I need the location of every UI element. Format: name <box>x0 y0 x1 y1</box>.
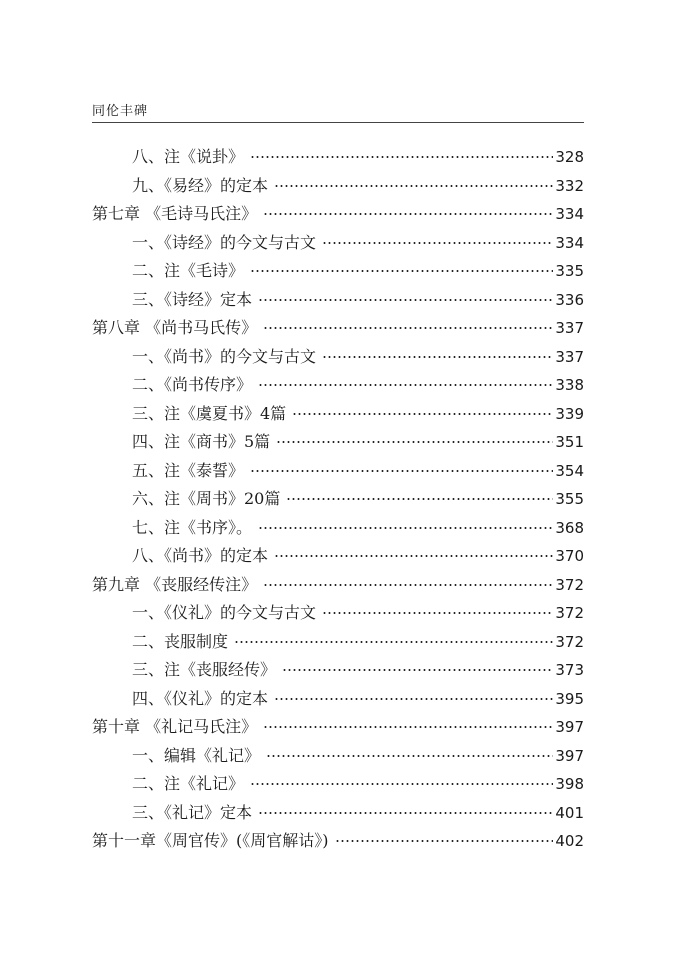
toc-chapter-entry <box>92 713 584 742</box>
toc-entry-title: 第七章 《毛诗马氏注》 <box>92 204 258 223</box>
toc-entry-title: 第十章 《礼记马氏注》 <box>92 717 258 736</box>
toc-section-entry <box>92 742 584 771</box>
toc-page-number: 328 <box>555 148 584 166</box>
toc-entry-title: 七、注《书序》。 <box>132 517 253 537</box>
running-header-title: 同伦丰碑 <box>92 104 149 119</box>
toc-page-number: 337 <box>555 319 584 337</box>
dot-leader <box>274 698 553 700</box>
dot-leader <box>234 641 553 643</box>
dot-leader <box>322 356 553 358</box>
toc-page-number: 351 <box>555 433 584 451</box>
toc-page-number: 401 <box>555 803 584 822</box>
toc-entry-title: 一、编辑《礼记》 <box>132 745 261 765</box>
table-of-contents <box>92 143 584 856</box>
dot-leader <box>258 527 553 529</box>
dot-leader <box>282 669 553 671</box>
dot-leader <box>250 270 553 272</box>
toc-section-entry <box>92 257 584 286</box>
toc-entry-title: 三、《礼记》定本 <box>132 802 253 822</box>
toc-page-number: 337 <box>555 347 584 366</box>
toc-chapter-entry <box>92 571 584 600</box>
dot-leader <box>274 185 553 187</box>
toc-entry-title: 四、《仪礼》的定本 <box>132 688 269 708</box>
toc-section-entry <box>92 770 584 799</box>
toc-entry-title: 九、《易经》的定本 <box>132 175 269 195</box>
toc-section-entry <box>92 514 584 543</box>
toc-section-entry <box>92 371 584 400</box>
header-rule <box>92 122 584 123</box>
toc-section-entry <box>92 485 584 514</box>
toc-chapter-entry <box>92 827 584 856</box>
toc-page-number: 334 <box>555 233 584 252</box>
dot-leader <box>322 612 553 614</box>
dot-leader <box>250 156 553 158</box>
toc-entry-title: 一、《诗经》的今文与古文 <box>132 232 317 252</box>
toc-entry-title: 六、注《周书》20篇 <box>132 489 281 508</box>
dot-leader <box>258 812 553 814</box>
dot-leader <box>274 555 553 557</box>
toc-section-entry <box>92 286 584 315</box>
toc-page-number: 355 <box>555 490 584 508</box>
dot-leader <box>286 498 553 500</box>
toc-page-number: 397 <box>555 746 584 765</box>
dot-leader <box>266 755 553 757</box>
toc-entry-title: 一、《仪礼》的今文与古文 <box>132 603 317 622</box>
toc-entry-title: 二、《尚书传序》 <box>132 375 253 394</box>
toc-section-entry <box>92 799 584 828</box>
toc-entry-title: 二、注《礼记》 <box>132 774 245 793</box>
toc-section-entry <box>92 599 584 628</box>
toc-section-entry <box>92 400 584 429</box>
toc-page-number: 402 <box>555 832 584 850</box>
dot-leader <box>250 470 553 472</box>
toc-page-number: 372 <box>555 575 584 594</box>
dot-leader <box>276 441 553 443</box>
toc-section-entry <box>92 143 584 172</box>
toc-entry-title: 二、丧服制度 <box>132 631 229 651</box>
toc-page-number: 368 <box>555 518 584 537</box>
toc-page-number: 336 <box>555 290 584 309</box>
toc-section-entry <box>92 542 584 571</box>
toc-section-entry <box>92 628 584 657</box>
dot-leader <box>258 299 553 301</box>
toc-section-entry <box>92 229 584 258</box>
toc-entry-title: 第九章 《丧服经传注》 <box>92 574 258 594</box>
dot-leader <box>263 213 553 215</box>
toc-page-number: 370 <box>555 547 584 565</box>
toc-entry-title: 一、《尚书》的今文与古文 <box>132 346 317 366</box>
toc-page-number: 335 <box>555 262 584 280</box>
dot-leader <box>263 584 553 586</box>
toc-entry-title: 二、注《毛诗》 <box>132 261 245 280</box>
dot-leader <box>263 327 553 329</box>
toc-page-number: 373 <box>555 661 584 679</box>
toc-section-entry <box>92 685 584 714</box>
toc-section-entry <box>92 172 584 201</box>
toc-entry-title: 第十一章《周官传》(《周官解诂》) <box>92 831 329 850</box>
dot-leader <box>250 783 553 785</box>
toc-entry-title: 八、注《说卦》 <box>132 147 245 166</box>
toc-page-number: 395 <box>555 689 584 708</box>
toc-page-number: 398 <box>555 775 584 793</box>
toc-page-number: 332 <box>555 176 584 195</box>
toc-entry-title: 三、《诗经》定本 <box>132 289 253 309</box>
dot-leader <box>292 413 553 415</box>
dot-leader <box>322 242 553 244</box>
toc-page-number: 354 <box>555 461 584 480</box>
toc-page-number: 339 <box>555 404 584 423</box>
toc-entry-title: 三、注《丧服经传》 <box>132 660 277 679</box>
toc-page-number: 334 <box>555 205 584 223</box>
toc-page-number: 397 <box>555 718 584 736</box>
toc-section-entry <box>92 656 584 685</box>
toc-entry-title: 四、注《商书》5篇 <box>132 432 271 451</box>
toc-page-number: 372 <box>555 604 584 622</box>
toc-chapter-entry <box>92 314 584 343</box>
toc-page-number: 338 <box>555 376 584 394</box>
toc-entry-title: 三、注《虞夏书》4篇 <box>132 403 287 423</box>
toc-section-entry <box>92 428 584 457</box>
toc-entry-title: 第八章 《尚书马氏传》 <box>92 318 258 337</box>
dot-leader <box>335 840 554 842</box>
toc-entry-title: 八、《尚书》的定本 <box>132 546 269 565</box>
toc-page-number: 372 <box>555 632 584 651</box>
toc-entry-title: 五、注《泰誓》 <box>132 460 245 480</box>
toc-section-entry <box>92 457 584 486</box>
dot-leader <box>263 726 553 728</box>
toc-chapter-entry <box>92 200 584 229</box>
dot-leader <box>258 384 553 386</box>
toc-section-entry <box>92 343 584 372</box>
